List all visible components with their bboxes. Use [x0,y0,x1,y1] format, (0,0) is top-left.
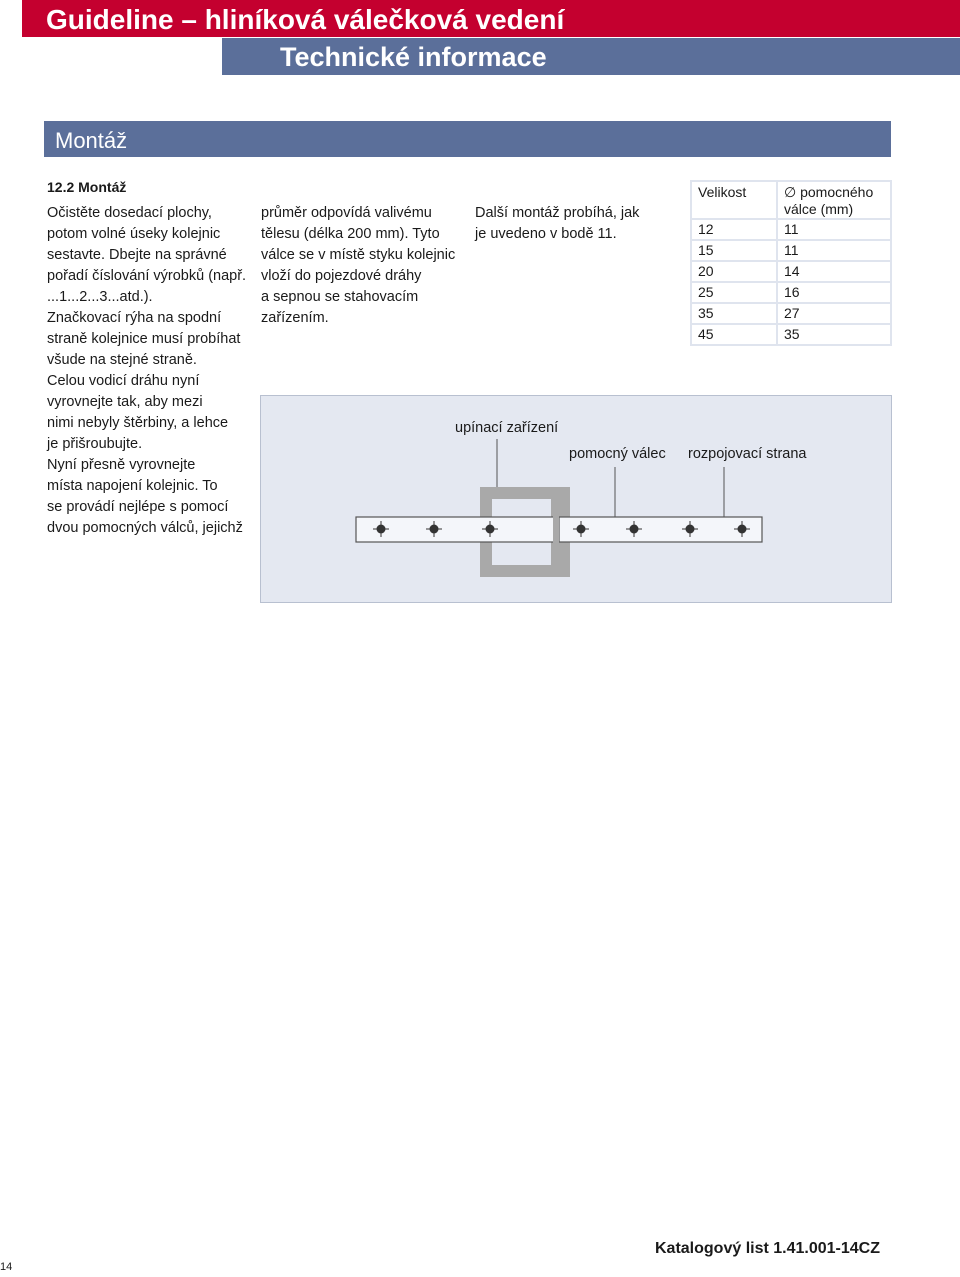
label-clamp: upínací zařízení [455,420,559,436]
table-cell: 25 [692,283,776,302]
page-subtitle: Technické informace [280,42,547,72]
table-cell: 15 [692,241,776,260]
roller-size-table [690,180,892,346]
table-cell: 35 [692,304,776,323]
text-column-3: Další montáž probíhá, jak je uvedeno v bodě 11. [475,205,640,242]
table-row [692,283,890,302]
label-split-side: rozpojovací strana [688,446,807,462]
rail-assembly-illustration [260,395,892,603]
table-cell: 20 [692,262,776,281]
table-cell: 12 [692,220,776,239]
table-row [692,325,890,344]
table-cell: 14 [778,262,890,281]
table-header-diameter: ∅ pomocného válce (mm) [778,182,890,218]
table-row [692,304,890,323]
text-column-1: Očistěte dosedací plochy, potom volné úseky kolejnic sestavte. Dbejte na správné pořadí číslování výrobků (např. ...1...2...3...atd.). Značkovací rýha na spodní straně kolejnice musí probíhat všude na stejné straně. Celou vodicí dráhu nyní vyrovnejte tak, aby mezi nimi nebyly štěrbiny, a lehce je přišroubujte. Nyní přesně vyrovnejte místa napojení kolejnic. To se provádí nejlépe s pomocí dvou pomocných válců, jejichž [47,205,247,536]
table-cell: 11 [778,241,890,260]
section-bar [44,121,891,157]
table-row [692,220,890,239]
table-cell: 16 [778,283,890,302]
table-row [692,241,890,260]
table-header-size: Velikost [692,182,776,218]
subsection-heading: 12.2 Montáž [47,179,127,195]
clamp-jaw-left [553,513,559,546]
label-roller: pomocný válec [569,446,666,462]
page-title: Guideline – hliníková válečková vedení [46,4,565,35]
table-cell: 11 [778,220,890,239]
table-cell: 35 [778,325,890,344]
catalog-sheet-number: Katalogový list 1.41.001-14CZ [655,1240,880,1257]
table-row [692,262,890,281]
page-number: 14 [0,1261,13,1273]
table-header-row [692,182,890,218]
text-column-2: průměr odpovídá valivému tělesu (délka 200 mm). Tyto válce se v místě styku kolejnic vloží do pojezdové dráhy a sepnou se stahovacím zařízením. [261,205,456,326]
section-title: Montáž [55,128,128,153]
table-cell: 45 [692,325,776,344]
table-cell: 27 [778,304,890,323]
